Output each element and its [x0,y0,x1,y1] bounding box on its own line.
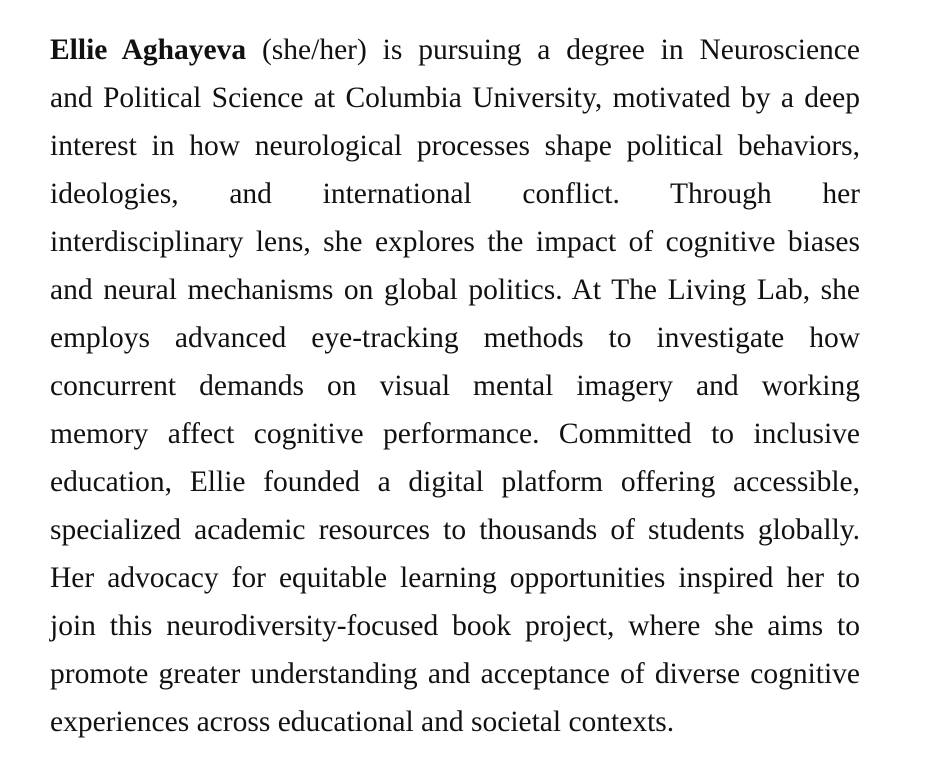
bio-line [50,26,860,74]
bio-line-text: (she/her) is pursuing a degree in Neuroscience [246,34,860,66]
bio-line: experiences across educational and societal contexts. [50,706,675,738]
bio-line: and Political Science at Columbia University, motivated by a deep [50,82,860,114]
bio-line: concurrent demands on visual mental imagery and working [50,370,860,402]
bio-line: employs advanced eye-tracking methods to investigate how [50,322,860,354]
bio-name: Ellie Aghayeva [50,34,247,66]
bio-line: Her advocacy for equitable learning opportunities inspired her to [50,562,860,594]
bio-line: ideologies, and international conflict. Through her [50,178,860,210]
bio-line: promote greater understanding and acceptance of diverse cognitive [50,658,860,690]
bio-line: join this neurodiversity-focused book project, where she aims to [50,610,860,642]
bio-line: and neural mechanisms on global politics. At The Living Lab, she [50,274,860,306]
bio-line: interdisciplinary lens, she explores the impact of cognitive biases [50,226,860,258]
bio-paragraph [50,26,860,746]
bio-line: memory affect cognitive performance. Committed to inclusive [50,418,860,450]
bio-line: specialized academic resources to thousands of students globally. [50,514,860,546]
bio-line: education, Ellie founded a digital platform offering accessible, [50,466,860,498]
bio-line: interest in how neurological processes shape political behaviors, [50,130,860,162]
